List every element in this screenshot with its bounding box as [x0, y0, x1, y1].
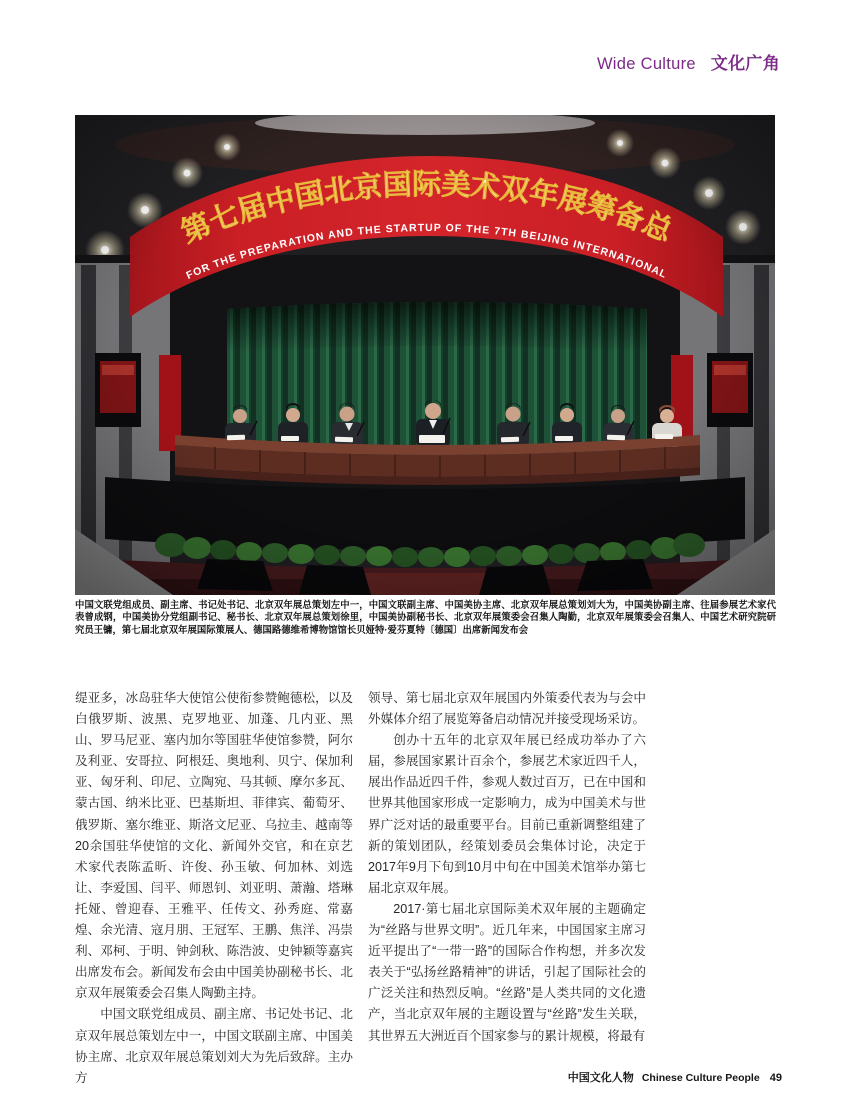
paragraph: 创办十五年的北京双年展已经成功举办了六届，参展国家累计百余个，参展艺术家近四千人，展出作品近四千件，参观人数过百万，已在中国和世界其他国家形成一定影响力，成为中国美术与世界广泛对话的最重要平台。目前已重新调整组建了新的策划团队，经策划委员会集体讨论，决定于2017年9月下旬到10月中旬在中国美术馆举办第七届北京双年展。	[368, 733, 646, 895]
page-number: 49	[769, 1072, 782, 1084]
photo-caption: 中国文联党组成员、副主席、书记处书记、北京双年展总策划左中一，中国文联副主席、中国美协主席、北京双年展总策划刘大为，中国美协副主席、往届参展艺术家代表曾成钢，中国美协分党组副书记、秘书长、北京双年展总策划徐里，中国美协副秘书长、北京双年展策委会召集人陶勤，北京双年展策委会召集人、中国艺术研究院研究员王镛，第七届北京双年展国际策展人、德国路德维希博物馆馆长贝娅特·爱芬夏特〔德国〕出席新闻发布会	[75, 599, 776, 635]
section-header-chinese: 文化广角	[710, 54, 780, 73]
photo-vignette	[75, 115, 775, 595]
section-header-english: Wide Culture	[596, 55, 696, 73]
body-column-left	[75, 688, 353, 1089]
body-column-right	[368, 688, 646, 1047]
section-header	[597, 49, 780, 74]
page-footer	[568, 1069, 782, 1085]
footer-title-chinese: 中国文化人物	[567, 1072, 634, 1084]
footer-title-english: Chinese Culture People	[641, 1072, 760, 1084]
paragraph: 2017·第七届北京国际美术双年展的主题确定为“丝路与世界文明”。近几年来，中国国家主席习近平提出了“一带一路”的国际合作构想，并多次发表关于“弘扬丝路精神”的讲话，引起了国际社会的广泛关注和热烈反响。“丝路”是人类共同的文化遗产，当北京双年展的主题设置与“丝路”发生关联，其世界五大洲近百个国家参与的累计规模，将最有	[368, 901, 646, 1043]
press-conference-photo	[75, 115, 775, 595]
paragraph: 缇亚多，冰岛驻华大使馆公使衔参赞鲍德松，以及白俄罗斯、波黑、克罗地亚、加蓬、几内亚、黑山、罗马尼亚、塞内加尔等国驻华使馆参赞，阿尔及利亚、安哥拉、阿根廷、奥地利、贝宁、保加利亚、匈牙利、印尼、立陶宛、马其顿、摩尔多瓦、蒙古国、纳米比亚、巴基斯坦、菲律宾、葡萄牙、俄罗斯、塞尔维亚、斯洛文尼亚、乌拉圭、越南等20余国驻华使馆的文化、新闻外交官，和在京艺术家代表陈孟昕、许俊、孙玉敏、何加林、刘选让、李爱国、闫平、师恩钊、刘亚明、萧瀚、塔琳托娅、曾迎春、王雅平、任传文、孙秀庭、常嘉煌、余光清、寇月朋、王冠军、王鹏、焦洋、冯崇利、邓柯、于明、钟剑秋、陈浩波、史钟颖等嘉宾出席发布会。新闻发布会由中国美协副秘书长、北京双年展策委会召集人陶勤主持。	[75, 691, 353, 1001]
paragraph: 中国文联党组成员、副主席、书记处书记、北京双年展总策划左中一，中国文联副主席、中国美协主席、北京双年展总策划刘大为先后致辞。主办方	[75, 1007, 353, 1085]
photo-illustration	[75, 115, 775, 595]
paragraph: 领导、第七届北京双年展国内外策委代表为与会中外媒体介绍了展览筹备启动情况并接受现场采访。	[368, 691, 646, 727]
